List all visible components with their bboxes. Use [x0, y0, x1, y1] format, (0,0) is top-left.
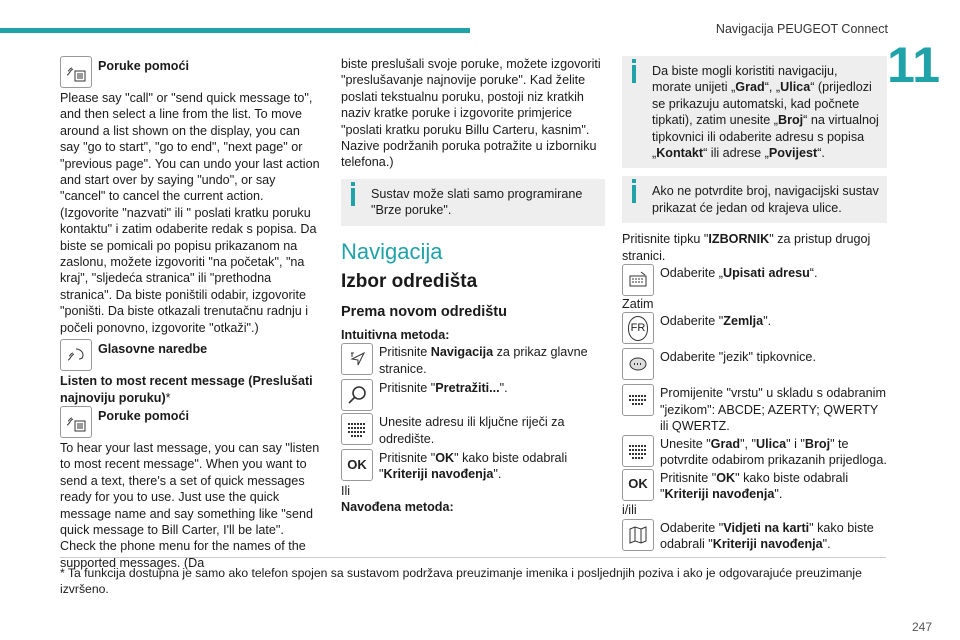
step-text: Pritisnite "Pretražiti...". — [379, 381, 508, 396]
method-label: Intuitivna metoda: — [341, 327, 450, 342]
header-title: Navigacija PEUGEOT Connect — [715, 22, 888, 36]
step-text: Pritisnite Navigacija za prikaz glavne stranice. — [379, 345, 588, 376]
step-text: Odaberite „Upisati adresu“. — [660, 266, 818, 281]
footnote-divider — [60, 557, 886, 558]
keyboard-layout-icon — [622, 384, 654, 416]
column-1 — [60, 56, 322, 571]
step-text: Unesite adresu ili ključne riječi za odredište. — [379, 415, 565, 446]
section-title: Navigacija — [341, 238, 443, 264]
or-label: Ili — [341, 483, 351, 498]
step-text: Pritisnite "OK" kako biste odabrali "Kriteriji navođenja". — [379, 450, 568, 482]
and-or-label: i/ili — [622, 503, 637, 518]
step-text: Promijenite "vrstu" u skladu s odabranim "jezikom": ABCDE; AZERTY; QWERTY ili QWERTZ. — [660, 386, 886, 434]
header-accent-bar — [0, 28, 470, 33]
step-text: Odaberite "jezik" tipkovnice. — [660, 350, 816, 365]
step-text: Odaberite "Zemlja". — [660, 314, 772, 329]
voice-help-icon — [60, 56, 92, 88]
help-messages-label: Poruke pomoći — [98, 408, 189, 423]
info-icon — [632, 185, 636, 203]
voice-command-text: Listen to most recent message (Preslušati najnoviju poruku)* — [60, 374, 313, 405]
paragraph: biste preslušali svoje poruke, možete izgovoriti "preslušavanje najnovije poruke". Kad želite poslati tekstualnu poruku, postoji niz kratkih naziv kratke poruke i izgovorite primjerice "poslati kratku poruku Billu Carteru, kasnim". Nazive podržanih poruka potražite u izborniku telefona.) — [341, 57, 601, 170]
paragraph: Pritisnite tipku "IZBORNIK" za pristup drugoj stranici. — [622, 232, 871, 263]
ok-icon: OK — [622, 469, 654, 501]
country-icon: FR — [622, 312, 654, 344]
info-icon — [351, 188, 355, 206]
help-paragraph: To hear your last message, you can say "listen to most recent message". When you want to send a text, there's a set of quick messages ready for you to use. Just use the quick message name and say something like "send quick message to Bill Carter, I'll be late". Check the phone menu for the names of the supported messages. (Da — [60, 440, 320, 570]
search-icon — [341, 379, 373, 411]
info-note: Da biste mogli koristiti navigaciju, morate unijeti „Grad“, „Ulica“ (prijedlozi se prikazuju automatski, kad počnete tipkati), zatim unesite „Broj“ na virtualnoj tipkovnici ili odaberite adresu s popisa „Kontakt“ ili adrese „Povijest“. — [622, 56, 887, 168]
chapter-number: 11 — [887, 37, 940, 93]
footnote: * Ta funkcija dostupna je samo ako telefon spojen sa sustavom podržava preuzimanje imenika i posljednjih poziva i ako je odgovarajuće preuzimanje izvršeno. — [60, 566, 862, 596]
language-icon — [622, 348, 654, 380]
keyboard-icon — [341, 413, 373, 445]
method-label: Navođena metoda: — [341, 500, 454, 515]
info-icon — [632, 65, 636, 83]
help-messages-label: Poruke pomoći — [98, 59, 189, 73]
column-3 — [622, 56, 887, 553]
step-text: Odaberite "Vidjeti na karti" kako biste odabrali "Kriteriji navođenja". — [660, 520, 874, 552]
step-text: Unesite "Grad", "Ulica" i "Broj" te potvrdite odabirom prikazanih prijedloga. — [660, 436, 887, 468]
page-number: 247 — [911, 620, 932, 634]
help-paragraph: Please say "call" or "send quick message to", and then select a line from the list. To move around a list shown on the display, you can say "go to start", "go to end", "next page" or "previous page". You can undo your last action and start over by saying "undo", or say "cancel" to cancel the current action. (Izgovorite "nazvati" ili " poslati kratku poruku kontaktu" i zatim odaberite redak s popisa. Da biste se pomicali po popisu prikazanom na zaslonu, možete izgovoriti "na početak", "na kraj", "sljedeća stranica" ili "prethodna stranica". Da biste poništili odabir, izgovorite "poništi. Da biste otkazali trenutačnu radnju i počeli ponovno, izgovorite "otkaži".) — [60, 91, 320, 335]
step-text: Pritisnite "OK" kako biste odabrali "Kriteriji navođenja". — [660, 470, 849, 501]
voice-commands-label: Glasovne naredbe — [98, 342, 208, 357]
keyboard-icon — [622, 435, 654, 467]
info-note: Sustav može slati samo programirane "Brze poruke". — [341, 179, 605, 226]
column-2 — [341, 56, 605, 516]
voice-help-icon — [60, 406, 92, 438]
address-entry-icon — [622, 264, 654, 296]
map-icon — [622, 519, 654, 551]
ok-icon: OK — [341, 449, 373, 481]
navigation-icon — [341, 343, 373, 375]
then-label: Zatim — [622, 297, 654, 312]
voice-command-icon — [60, 339, 92, 371]
subheading: Prema novom odredištu — [341, 304, 507, 321]
info-note: Ako ne potvrdite broj, navigacijski sustav prikazat će jedan od krajeva ulice. — [622, 176, 887, 223]
heading: Izbor odredišta — [341, 271, 478, 293]
